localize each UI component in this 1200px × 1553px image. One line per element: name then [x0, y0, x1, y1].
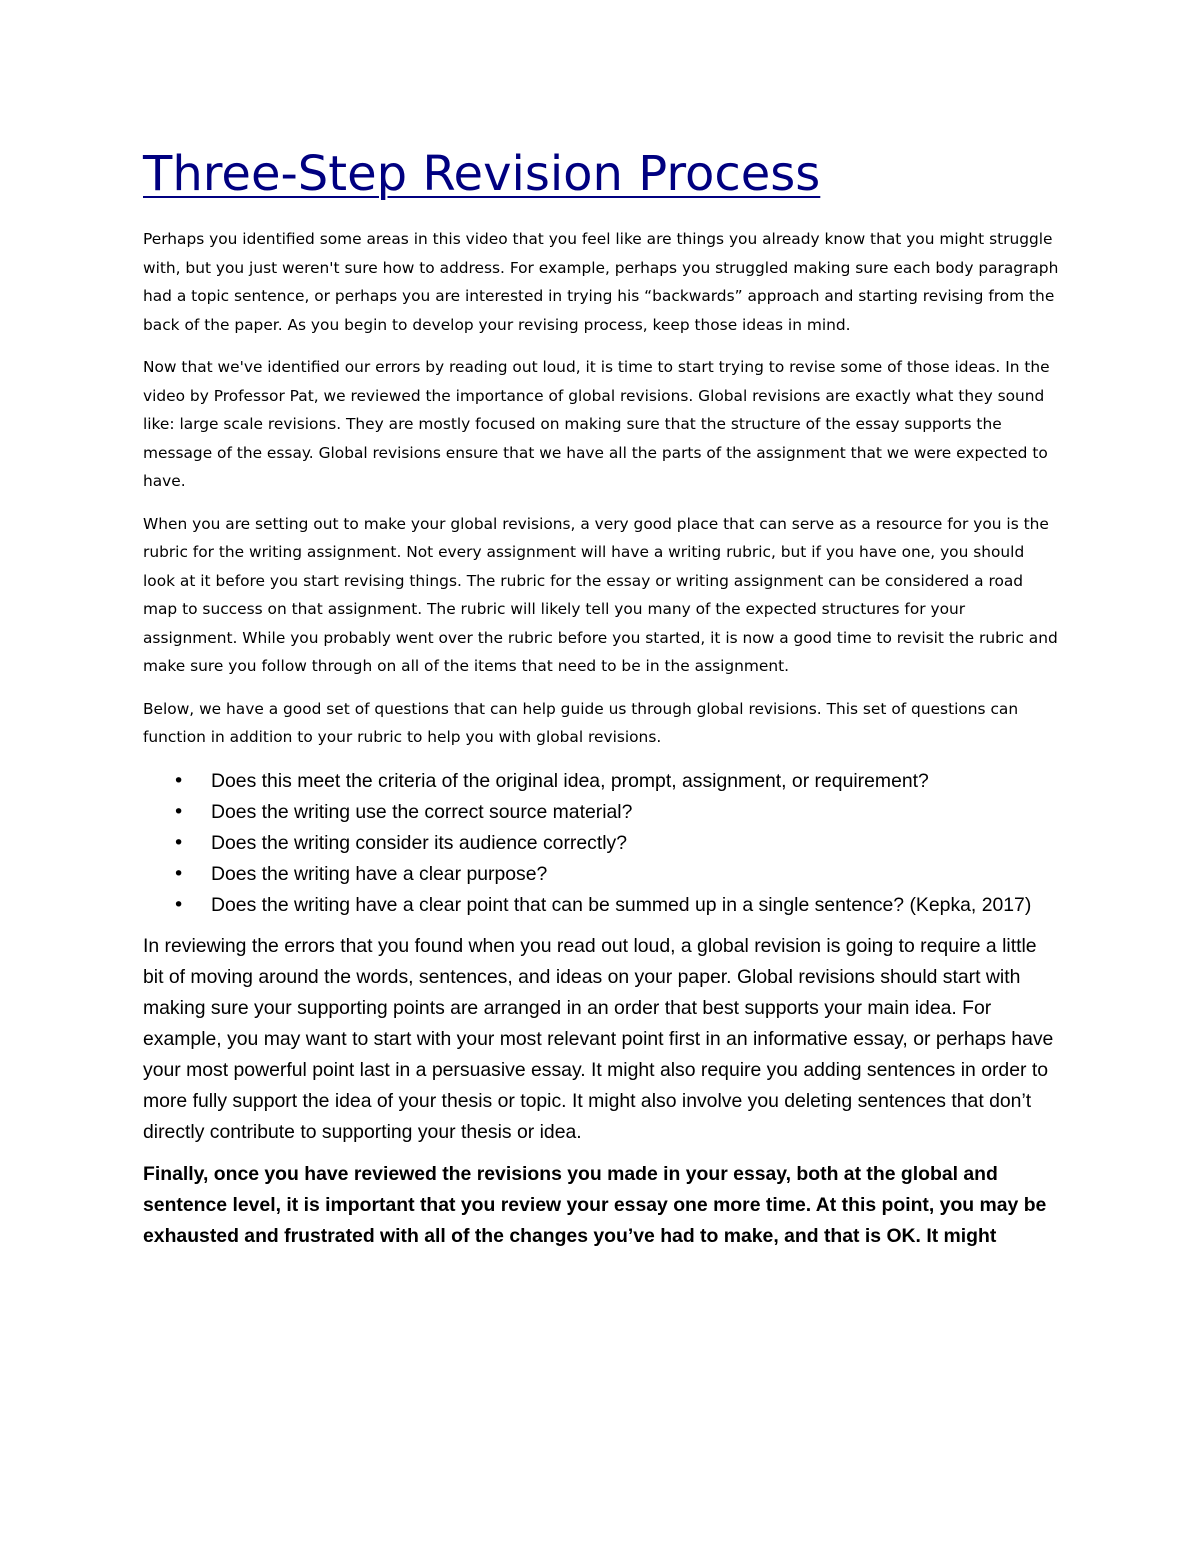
bullet-icon: •	[173, 862, 185, 885]
bullet-icon: •	[173, 831, 185, 854]
global-revisions-paragraph: Now that we've identified our errors by reading out loud, it is time to start trying to revise some of those ideas. In the video by Professor Pat, we reviewed the importance of global revisions. Global revisions are exactly what they sound like: large scale revisions. They are mostly focused on making sure that the structure of the essay supports the message of the essay. Global revisions ensure that we have all the parts of the assignment that we were expected to have.	[143, 358, 1050, 490]
final-paragraph: Finally, once you have reviewed the revisions you made in your essay, both at the global and sentence level, it is important that you review your essay one more time. At this point, you may be exhausted and frustrated with all of the changes you’ve had to make, and that is OK. It might	[143, 1162, 1047, 1247]
question-text: Does the writing consider its audience correctly?	[211, 831, 628, 854]
list-item	[143, 766, 1061, 797]
bullet-icon: •	[173, 893, 185, 916]
questions-intro-paragraph: Below, we have a good set of questions that can help guide us through global revisions. This set of questions can function in addition to your rubric to help you with global revisions.	[143, 699, 1019, 746]
document-body	[143, 225, 1061, 1252]
question-text: Does this meet the criteria of the original idea, prompt, assignment, or requirement?	[211, 769, 929, 792]
bullet-icon: •	[173, 800, 185, 823]
question-text: Does the writing have a clear point that can be summed up in a single sentence? (Kepka, 2017)	[211, 893, 1032, 916]
list-item	[143, 859, 1061, 890]
page-title: Three-Step Revision Process	[143, 146, 821, 202]
list-item	[143, 797, 1061, 828]
review-paragraph: In reviewing the errors that you found when you read out loud, a global revision is going to require a little bit of moving around the words, sentences, and ideas on your paper. Global revisions should start with making sure your supporting points are arranged in an order that best supports your main idea. For example, you may want to start with your most relevant point first in an informative essay, or perhaps have your most powerful point last in a persuasive essay. It might also require you adding sentences in order to more fully support the idea of your thesis or topic. It might also involve you deleting sentences that don’t directly contribute to supporting your thesis or idea.	[143, 934, 1054, 1143]
rubric-paragraph: When you are setting out to make your global revisions, a very good place that can serve as a resource for you is the rubric for the writing assignment. Not every assignment will have a writing rubric, but if you have one, you should look at it before you start revising things. The rubric for the essay or writing assignment can be considered a road map to success on that assignment. The rubric will likely tell you many of the expected structures for your assignment. While you probably went over the rubric before you started, it is now a good time to revisit the rubric and make sure you follow through on all of the items that need to be in the assignment.	[143, 514, 1058, 675]
revision-questions-list	[143, 766, 1061, 921]
list-item	[143, 890, 1061, 921]
bullet-icon: •	[173, 769, 185, 792]
intro-paragraph: Perhaps you identified some areas in this video that you feel like are things you already know that you might struggle with, but you just weren't sure how to address. For example, perhaps you struggled making sure each body paragraph had a topic sentence, or perhaps you are interested in trying his “backwards” approach and starting revising from the back of the paper. As you begin to develop your revising process, keep those ideas in mind.	[143, 230, 1059, 334]
question-text: Does the writing use the correct source material?	[211, 800, 633, 823]
question-text: Does the writing have a clear purpose?	[211, 862, 548, 885]
list-item	[143, 828, 1061, 859]
